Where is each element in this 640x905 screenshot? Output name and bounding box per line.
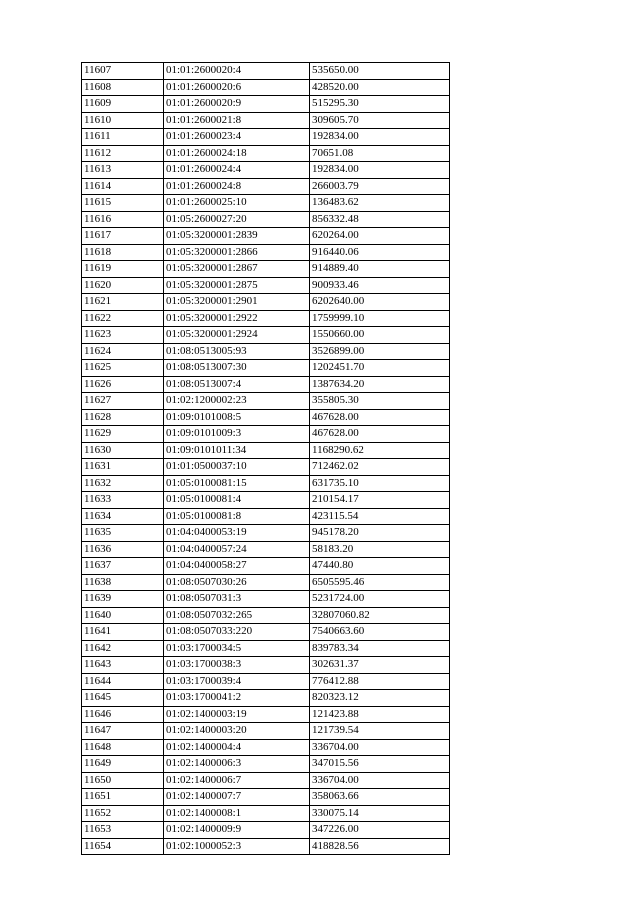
table-row xyxy=(82,739,450,756)
table-row xyxy=(82,723,450,740)
record-number-cell: 11643 xyxy=(82,657,164,674)
amount-cell: 535650.00 xyxy=(310,63,450,80)
table-row xyxy=(82,426,450,443)
cadastral-number-cell: 01:08:0507030:26 xyxy=(164,574,310,591)
amount-cell: 47440.80 xyxy=(310,558,450,575)
amount-cell: 820323.12 xyxy=(310,690,450,707)
amount-cell: 916440.06 xyxy=(310,244,450,261)
table-row xyxy=(82,475,450,492)
table-row xyxy=(82,145,450,162)
record-number-cell: 11615 xyxy=(82,195,164,212)
amount-cell: 121423.88 xyxy=(310,706,450,723)
record-number-cell: 11609 xyxy=(82,96,164,113)
table-row xyxy=(82,772,450,789)
record-number-cell: 11641 xyxy=(82,624,164,641)
cadastral-number-cell: 01:02:1400003:20 xyxy=(164,723,310,740)
record-number-cell: 11649 xyxy=(82,756,164,773)
record-number-cell: 11620 xyxy=(82,277,164,294)
cadastral-number-cell: 01:08:0507033:220 xyxy=(164,624,310,641)
cadastral-number-cell: 01:05:0100081:4 xyxy=(164,492,310,509)
record-number-cell: 11610 xyxy=(82,112,164,129)
table-row xyxy=(82,706,450,723)
cadastral-number-cell: 01:02:1000052:3 xyxy=(164,838,310,855)
record-number-cell: 11624 xyxy=(82,343,164,360)
amount-cell: 266003.79 xyxy=(310,178,450,195)
amount-cell: 712462.02 xyxy=(310,459,450,476)
table-row xyxy=(82,673,450,690)
amount-cell: 1202451.70 xyxy=(310,360,450,377)
cadastral-number-cell: 01:08:0513005:93 xyxy=(164,343,310,360)
cadastral-number-cell: 01:01:2600024:8 xyxy=(164,178,310,195)
record-number-cell: 11650 xyxy=(82,772,164,789)
record-number-cell: 11613 xyxy=(82,162,164,179)
record-number-cell: 11651 xyxy=(82,789,164,806)
amount-cell: 121739.54 xyxy=(310,723,450,740)
cadastral-number-cell: 01:03:1700034:5 xyxy=(164,640,310,657)
record-number-cell: 11618 xyxy=(82,244,164,261)
cadastral-number-cell: 01:01:2600021:8 xyxy=(164,112,310,129)
amount-cell: 839783.34 xyxy=(310,640,450,657)
cadastral-number-cell: 01:02:1400008:1 xyxy=(164,805,310,822)
cadastral-number-cell: 01:05:3200001:2875 xyxy=(164,277,310,294)
cadastral-number-cell: 01:02:1200002:23 xyxy=(164,393,310,410)
table-row xyxy=(82,195,450,212)
table-row xyxy=(82,112,450,129)
amount-cell: 1550660.00 xyxy=(310,327,450,344)
records-table-body xyxy=(82,63,450,855)
cadastral-number-cell: 01:01:2600020:9 xyxy=(164,96,310,113)
cadastral-number-cell: 01:01:2600020:4 xyxy=(164,63,310,80)
cadastral-number-cell: 01:02:1400004:4 xyxy=(164,739,310,756)
cadastral-number-cell: 01:05:0100081:8 xyxy=(164,508,310,525)
record-number-cell: 11621 xyxy=(82,294,164,311)
record-number-cell: 11637 xyxy=(82,558,164,575)
table-row xyxy=(82,409,450,426)
table-row xyxy=(82,541,450,558)
cadastral-number-cell: 01:02:1400003:19 xyxy=(164,706,310,723)
cadastral-number-cell: 01:05:0100081:15 xyxy=(164,475,310,492)
cadastral-number-cell: 01:05:3200001:2866 xyxy=(164,244,310,261)
table-row xyxy=(82,63,450,80)
amount-cell: 302631.37 xyxy=(310,657,450,674)
amount-cell: 631735.10 xyxy=(310,475,450,492)
record-number-cell: 11653 xyxy=(82,822,164,839)
table-row xyxy=(82,558,450,575)
table-row xyxy=(82,343,450,360)
table-row xyxy=(82,657,450,674)
table-row xyxy=(82,244,450,261)
table-row xyxy=(82,525,450,542)
table-row xyxy=(82,178,450,195)
amount-cell: 192834.00 xyxy=(310,162,450,179)
record-number-cell: 11654 xyxy=(82,838,164,855)
table-row xyxy=(82,838,450,855)
table-row xyxy=(82,310,450,327)
record-number-cell: 11646 xyxy=(82,706,164,723)
record-number-cell: 11647 xyxy=(82,723,164,740)
amount-cell: 330075.14 xyxy=(310,805,450,822)
record-number-cell: 11623 xyxy=(82,327,164,344)
cadastral-number-cell: 01:09:0101009:3 xyxy=(164,426,310,443)
record-number-cell: 11622 xyxy=(82,310,164,327)
record-number-cell: 11644 xyxy=(82,673,164,690)
record-number-cell: 11627 xyxy=(82,393,164,410)
cadastral-number-cell: 01:08:0513007:4 xyxy=(164,376,310,393)
record-number-cell: 11636 xyxy=(82,541,164,558)
table-row xyxy=(82,789,450,806)
cadastral-number-cell: 01:03:1700038:3 xyxy=(164,657,310,674)
record-number-cell: 11629 xyxy=(82,426,164,443)
amount-cell: 914889.40 xyxy=(310,261,450,278)
record-number-cell: 11628 xyxy=(82,409,164,426)
cadastral-number-cell: 01:05:3200001:2839 xyxy=(164,228,310,245)
amount-cell: 358063.66 xyxy=(310,789,450,806)
cadastral-number-cell: 01:03:1700041:2 xyxy=(164,690,310,707)
amount-cell: 856332.48 xyxy=(310,211,450,228)
amount-cell: 136483.62 xyxy=(310,195,450,212)
table-row xyxy=(82,624,450,641)
table-row xyxy=(82,327,450,344)
cadastral-number-cell: 01:09:0101011:34 xyxy=(164,442,310,459)
table-row xyxy=(82,640,450,657)
amount-cell: 309605.70 xyxy=(310,112,450,129)
amount-cell: 336704.00 xyxy=(310,739,450,756)
record-number-cell: 11639 xyxy=(82,591,164,608)
cadastral-number-cell: 01:08:0513007:30 xyxy=(164,360,310,377)
cadastral-number-cell: 01:05:3200001:2922 xyxy=(164,310,310,327)
amount-cell: 900933.46 xyxy=(310,277,450,294)
cadastral-number-cell: 01:05:2600027:20 xyxy=(164,211,310,228)
table-row xyxy=(82,607,450,624)
amount-cell: 347226.00 xyxy=(310,822,450,839)
amount-cell: 70651.08 xyxy=(310,145,450,162)
record-number-cell: 11612 xyxy=(82,145,164,162)
table-row xyxy=(82,492,450,509)
record-number-cell: 11642 xyxy=(82,640,164,657)
amount-cell: 6202640.00 xyxy=(310,294,450,311)
record-number-cell: 11634 xyxy=(82,508,164,525)
cadastral-number-cell: 01:08:0507031:3 xyxy=(164,591,310,608)
table-row xyxy=(82,162,450,179)
amount-cell: 3526899.00 xyxy=(310,343,450,360)
record-number-cell: 11611 xyxy=(82,129,164,146)
amount-cell: 776412.88 xyxy=(310,673,450,690)
amount-cell: 32807060.82 xyxy=(310,607,450,624)
cadastral-number-cell: 01:01:2600024:4 xyxy=(164,162,310,179)
cadastral-number-cell: 01:02:1400007:7 xyxy=(164,789,310,806)
records-table xyxy=(81,62,450,855)
record-number-cell: 11631 xyxy=(82,459,164,476)
amount-cell: 58183.20 xyxy=(310,541,450,558)
cadastral-number-cell: 01:02:1400006:7 xyxy=(164,772,310,789)
record-number-cell: 11635 xyxy=(82,525,164,542)
cadastral-number-cell: 01:04:0400057:24 xyxy=(164,541,310,558)
record-number-cell: 11640 xyxy=(82,607,164,624)
record-number-cell: 11617 xyxy=(82,228,164,245)
cadastral-number-cell: 01:01:2600025:10 xyxy=(164,195,310,212)
record-number-cell: 11638 xyxy=(82,574,164,591)
table-row xyxy=(82,228,450,245)
cadastral-number-cell: 01:02:1400006:3 xyxy=(164,756,310,773)
amount-cell: 6505595.46 xyxy=(310,574,450,591)
table-row xyxy=(82,211,450,228)
record-number-cell: 11645 xyxy=(82,690,164,707)
amount-cell: 210154.17 xyxy=(310,492,450,509)
table-row xyxy=(82,756,450,773)
cadastral-number-cell: 01:05:3200001:2924 xyxy=(164,327,310,344)
table-row xyxy=(82,393,450,410)
cadastral-number-cell: 01:05:3200001:2867 xyxy=(164,261,310,278)
cadastral-number-cell: 01:08:0507032:265 xyxy=(164,607,310,624)
amount-cell: 5231724.00 xyxy=(310,591,450,608)
table-row xyxy=(82,277,450,294)
table-row xyxy=(82,129,450,146)
amount-cell: 945178.20 xyxy=(310,525,450,542)
record-number-cell: 11607 xyxy=(82,63,164,80)
record-number-cell: 11616 xyxy=(82,211,164,228)
table-row xyxy=(82,261,450,278)
table-row xyxy=(82,574,450,591)
table-row xyxy=(82,508,450,525)
amount-cell: 620264.00 xyxy=(310,228,450,245)
table-row xyxy=(82,79,450,96)
table-row xyxy=(82,591,450,608)
table-row xyxy=(82,442,450,459)
cadastral-number-cell: 01:04:0400058:27 xyxy=(164,558,310,575)
amount-cell: 423115.54 xyxy=(310,508,450,525)
cadastral-number-cell: 01:01:2600020:6 xyxy=(164,79,310,96)
record-number-cell: 11652 xyxy=(82,805,164,822)
cadastral-number-cell: 01:02:1400009:9 xyxy=(164,822,310,839)
cadastral-number-cell: 01:03:1700039:4 xyxy=(164,673,310,690)
cadastral-number-cell: 01:05:3200001:2901 xyxy=(164,294,310,311)
amount-cell: 467628.00 xyxy=(310,409,450,426)
table-row xyxy=(82,96,450,113)
cadastral-number-cell: 01:01:2600023:4 xyxy=(164,129,310,146)
table-row xyxy=(82,360,450,377)
table-row xyxy=(82,822,450,839)
record-number-cell: 11648 xyxy=(82,739,164,756)
record-number-cell: 11614 xyxy=(82,178,164,195)
amount-cell: 467628.00 xyxy=(310,426,450,443)
cadastral-number-cell: 01:01:0500037:10 xyxy=(164,459,310,476)
cadastral-number-cell: 01:01:2600024:18 xyxy=(164,145,310,162)
record-number-cell: 11632 xyxy=(82,475,164,492)
amount-cell: 1168290.62 xyxy=(310,442,450,459)
cadastral-number-cell: 01:09:0101008:5 xyxy=(164,409,310,426)
amount-cell: 418828.56 xyxy=(310,838,450,855)
record-number-cell: 11619 xyxy=(82,261,164,278)
record-number-cell: 11625 xyxy=(82,360,164,377)
record-number-cell: 11608 xyxy=(82,79,164,96)
record-number-cell: 11633 xyxy=(82,492,164,509)
cadastral-number-cell: 01:04:0400053:19 xyxy=(164,525,310,542)
record-number-cell: 11630 xyxy=(82,442,164,459)
table-row xyxy=(82,690,450,707)
amount-cell: 192834.00 xyxy=(310,129,450,146)
amount-cell: 428520.00 xyxy=(310,79,450,96)
amount-cell: 1387634.20 xyxy=(310,376,450,393)
amount-cell: 1759999.10 xyxy=(310,310,450,327)
amount-cell: 515295.30 xyxy=(310,96,450,113)
table-row xyxy=(82,294,450,311)
amount-cell: 355805.30 xyxy=(310,393,450,410)
record-number-cell: 11626 xyxy=(82,376,164,393)
amount-cell: 336704.00 xyxy=(310,772,450,789)
amount-cell: 7540663.60 xyxy=(310,624,450,641)
amount-cell: 347015.56 xyxy=(310,756,450,773)
table-row xyxy=(82,376,450,393)
table-row xyxy=(82,459,450,476)
table-row xyxy=(82,805,450,822)
